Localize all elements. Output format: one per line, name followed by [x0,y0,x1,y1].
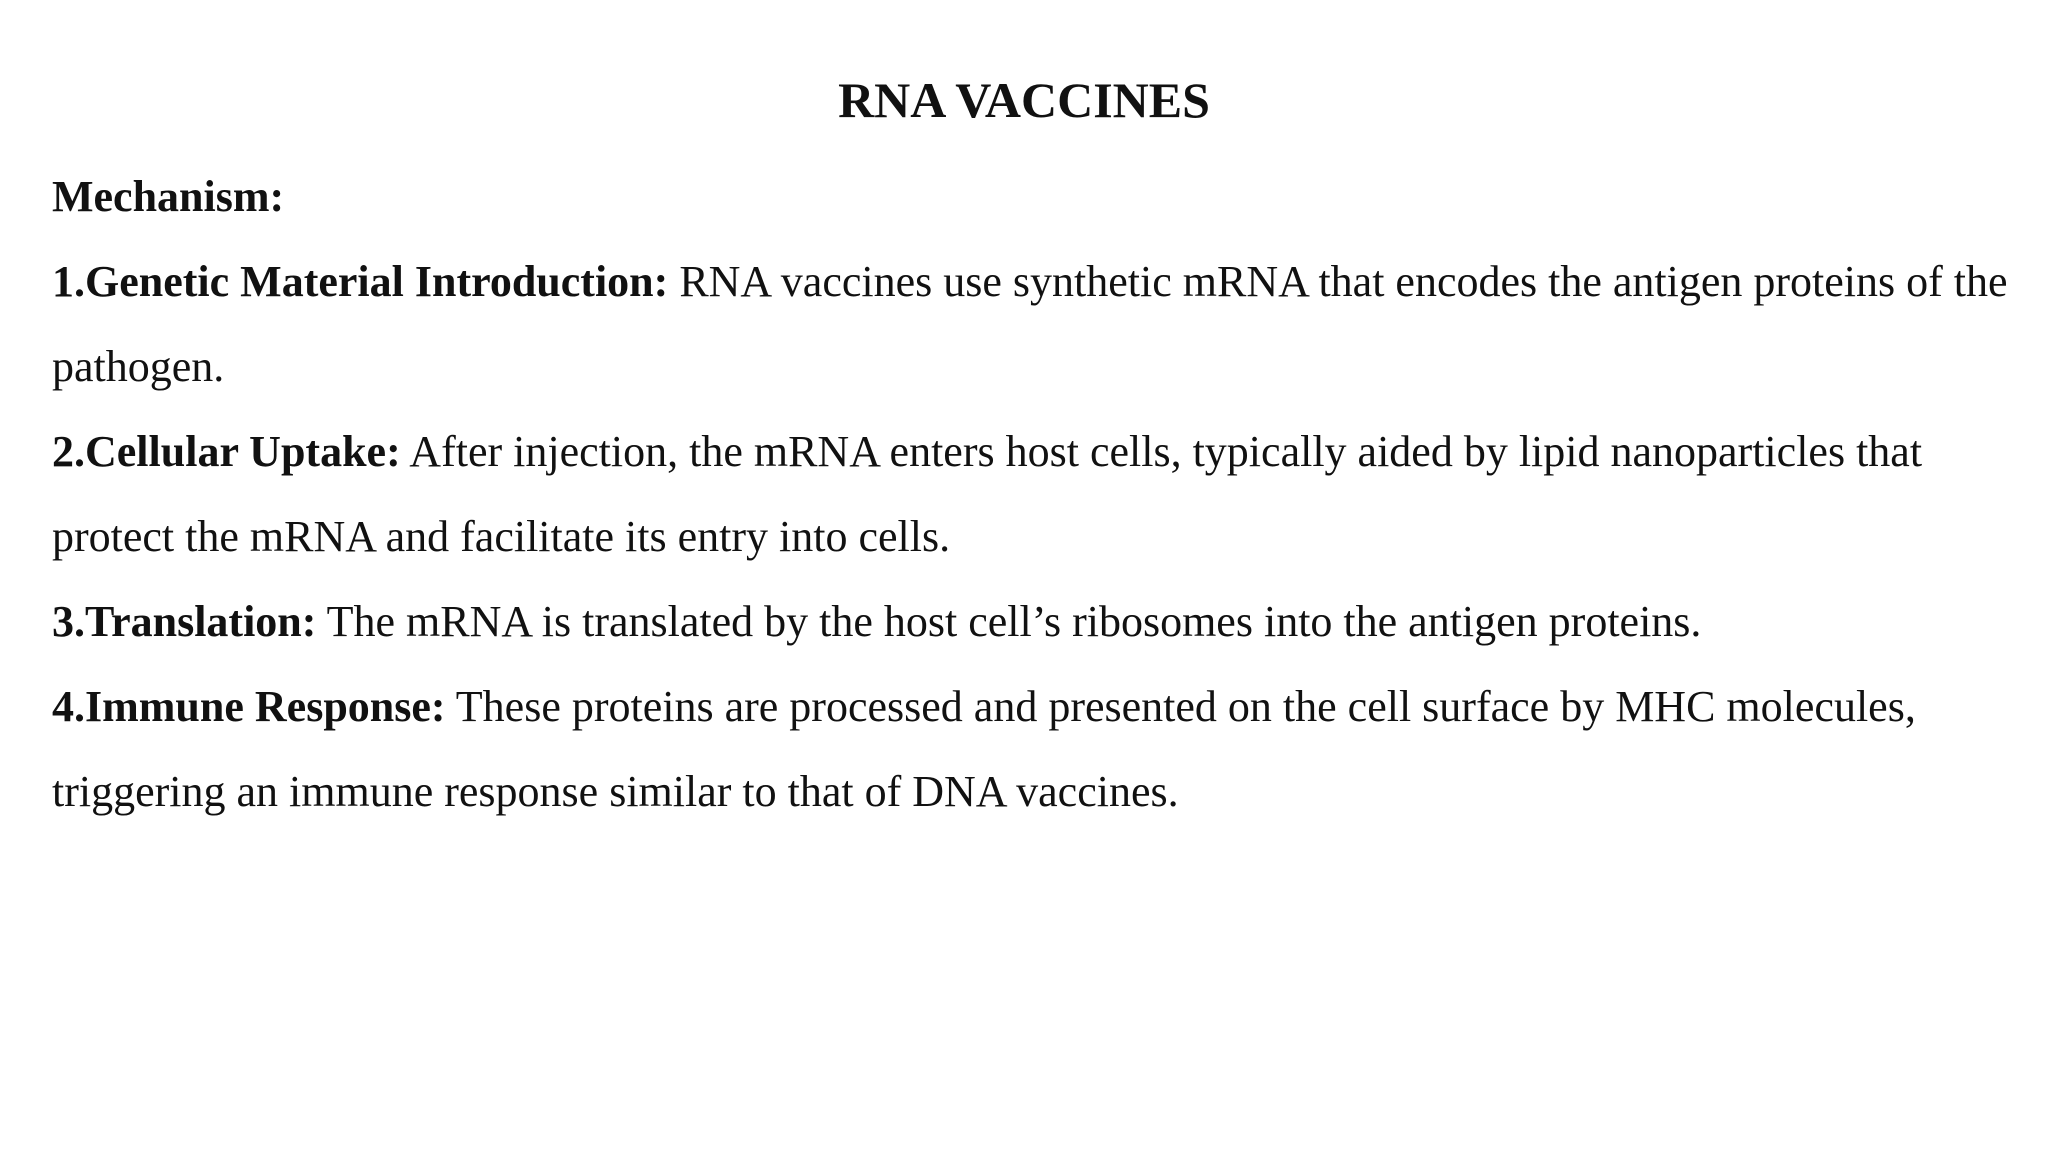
item-text: The mRNA is translated by the host cell’s ribosomes into the antigen proteins. [316,597,1702,646]
item-label: 3.Translation: [52,597,317,646]
item-label: 2.Cellular Uptake: [52,427,401,476]
list-item-immune-response [52,664,2012,834]
item-text: After injection, the mRNA enters host cells, typically aided by lipid nanoparticles that protect the mRNA and facilitate its entry into cells. [52,427,1923,561]
item-text: These proteins are processed and presented on the cell surface by MHC molecules, triggering an immune response similar to that of DNA vaccines. [52,682,1916,816]
item-label: 4.Immune Response: [52,682,446,731]
slide-title: RNA VACCINES [838,72,1210,128]
list-item-translation [52,579,2012,664]
item-label: 1.Genetic Material Introduction: [52,257,669,306]
list-item-genetic-material [52,239,2012,409]
list-item-cellular-uptake [52,409,2012,579]
section-heading: Mechanism: [52,172,285,221]
slide-body [52,154,2012,834]
item-text: RNA vaccines use synthetic mRNA that encodes the antigen proteins of the pathogen. [52,257,2008,391]
